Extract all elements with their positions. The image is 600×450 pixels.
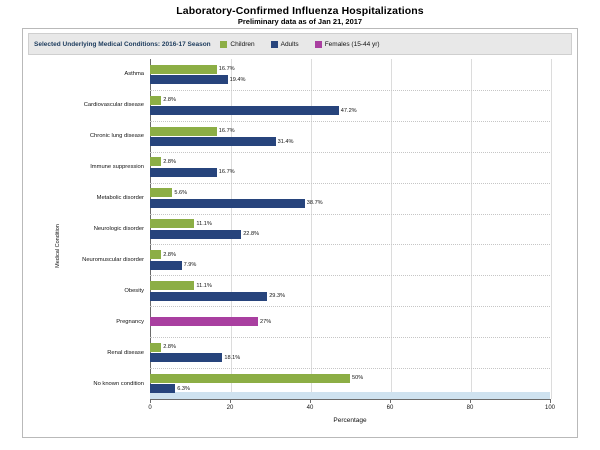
bar: [150, 157, 161, 166]
bar-value-label: 47.2%: [340, 107, 357, 114]
x-tick: [390, 399, 391, 403]
legend-caption: Selected Underlying Medical Conditions: 2016-17 Season: [34, 40, 211, 48]
bar-value-label: 27%: [260, 318, 272, 325]
bar-value-label: 11.1%: [196, 220, 212, 227]
bar: [150, 127, 217, 136]
x-tick-label: 80: [466, 405, 474, 411]
bar-value-label: 16.7%: [218, 169, 235, 176]
bar: [150, 250, 161, 259]
legend-item: [220, 41, 254, 48]
legend-swatch-icon: [271, 41, 278, 48]
bar-value-label: 29.3%: [269, 293, 286, 300]
bar-value-label: 6.3%: [177, 385, 190, 392]
grid-line: [551, 59, 552, 399]
x-tick: [310, 399, 311, 403]
legend-items: [29, 41, 571, 48]
x-tick-label: 100: [544, 405, 556, 411]
x-axis-title: Percentage: [333, 417, 367, 424]
category-label: Pregnancy: [116, 318, 144, 325]
grid-line: [471, 59, 472, 399]
chart-panel: [22, 28, 578, 438]
group-separator: [150, 244, 550, 245]
x-tick-label: 20: [226, 405, 234, 411]
x-axis-line: [150, 399, 550, 400]
bar-value-label: 7.9%: [183, 262, 197, 269]
bar: [150, 219, 194, 228]
legend-item: [271, 41, 299, 48]
category-label: No known condition: [93, 380, 144, 387]
grid-line: [391, 59, 392, 399]
bar: [150, 261, 182, 270]
bar: [150, 384, 175, 393]
bar: [150, 230, 241, 239]
legend-label: Children: [230, 40, 255, 48]
category-label: Neurologic disorder: [93, 226, 144, 232]
bar-value-label: 31.4%: [277, 138, 294, 145]
bar-value-label: 22.8%: [243, 231, 260, 238]
bar: [150, 96, 161, 105]
group-separator: [150, 121, 550, 122]
bar: [150, 75, 228, 84]
group-separator: [150, 337, 550, 338]
bar: [150, 137, 276, 146]
bar: [150, 343, 161, 352]
bar: [150, 106, 339, 115]
bar-value-label: 5.6%: [174, 189, 188, 196]
legend-swatch-icon: [315, 41, 322, 48]
baseline-strip: [150, 392, 550, 399]
legend-bar: [28, 33, 572, 55]
bar-value-label: 2.8%: [163, 158, 176, 165]
bar-value-label: 2.8%: [163, 344, 176, 351]
group-separator: [150, 183, 550, 184]
bar-value-label: 18.1%: [224, 354, 241, 361]
title-block: [0, 0, 600, 27]
category-label: Immune suppression: [90, 164, 144, 171]
category-label: Chronic lung disease: [89, 133, 144, 140]
x-tick: [150, 399, 151, 403]
category-label: Neuromuscular disorder: [82, 256, 144, 263]
page-title: Laboratory-Confirmed Influenza Hospitalizations: [176, 5, 424, 17]
legend-item: [315, 41, 380, 48]
bar: [150, 281, 194, 290]
bar: [150, 353, 222, 362]
x-tick-label: 40: [306, 405, 314, 411]
category-label: Renal disease: [107, 349, 144, 356]
plot-area: [28, 59, 572, 433]
bar: [150, 168, 217, 177]
group-separator: [150, 152, 550, 153]
category-label: Metabolic disorder: [96, 195, 144, 202]
group-separator: [150, 214, 550, 215]
x-tick-label: 0: [148, 405, 152, 411]
x-tick: [470, 399, 471, 403]
bar-value-label: 38.7%: [306, 200, 323, 207]
bar: [150, 374, 350, 383]
bar: [150, 65, 217, 74]
bar-value-label: 50%: [352, 375, 364, 382]
page-subtitle: Preliminary data as of Jan 21, 2017: [237, 17, 363, 26]
bar-value-label: 19.4%: [229, 76, 246, 83]
category-label: Cardiovascular disease: [83, 102, 144, 109]
category-label: Asthma: [124, 71, 144, 78]
x-tick-label: 60: [386, 405, 394, 411]
bar-value-label: 16.7%: [218, 128, 235, 135]
bar: [150, 292, 267, 301]
bar-value-label: 2.8%: [163, 97, 176, 104]
group-separator: [150, 275, 550, 276]
category-label: Obesity: [124, 287, 144, 294]
bar-value-label: 2.8%: [163, 251, 176, 258]
x-tick: [550, 399, 551, 403]
group-separator: [150, 368, 550, 369]
legend-label: Adults: [280, 40, 299, 48]
bar: [150, 199, 305, 208]
bar: [150, 188, 172, 197]
group-separator: [150, 306, 550, 307]
x-tick: [230, 399, 231, 403]
bar: [150, 317, 258, 326]
legend-label: Females (15-44 yr): [324, 40, 380, 48]
bar-value-label: 16.7%: [218, 66, 235, 73]
group-separator: [150, 90, 550, 91]
legend-swatch-icon: [220, 41, 227, 48]
y-axis-title: Medical Condition: [54, 224, 61, 268]
category-labels: [48, 59, 148, 399]
bar-value-label: 11.1%: [196, 282, 212, 289]
